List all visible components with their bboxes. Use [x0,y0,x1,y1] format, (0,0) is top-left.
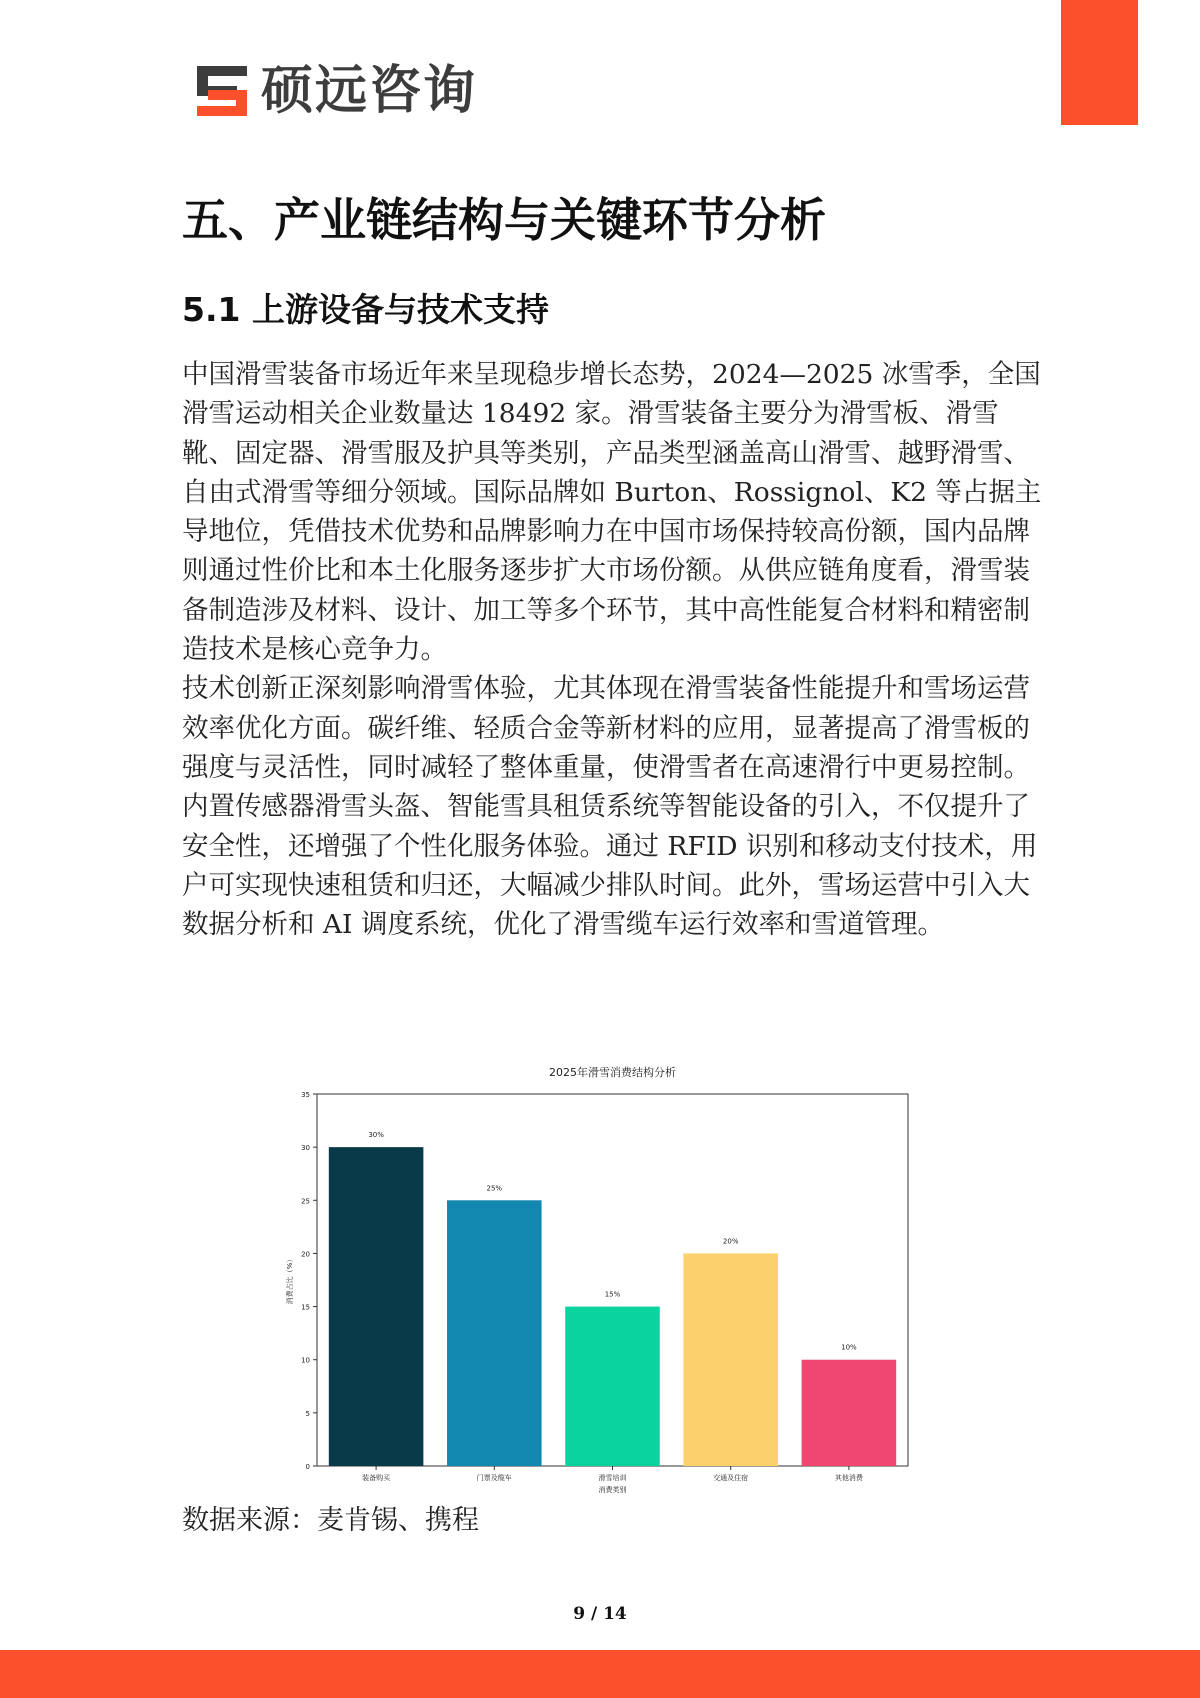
body-text [182,355,1042,944]
source-note: 数据来源：麦肯锡、携程 [182,1505,479,1536]
y-tick-label: 35 [301,1091,310,1099]
y-axis-label: 消费占比（%） [286,1255,294,1305]
y-tick-label: 10 [301,1356,310,1365]
bar-value-label: 10% [841,1343,857,1352]
x-tick-label: 门票及缆车 [476,1474,512,1482]
bar [329,1147,424,1466]
brand-name: 硕远咨询 [261,61,478,121]
y-tick-label: 5 [305,1409,310,1418]
y-tick-label: 0 [305,1463,310,1471]
paragraph: 中国滑雪装备市场近年来呈现稳步增长态势，2024—2025 冰雪季，全国滑雪运动相关企业数量达 18492 家。滑雪装备主要分为滑雪板、滑雪靴、固定器、滑雪服及护具等类别，产品类型涵盖高山滑雪、越野滑雪、自由式滑雪等细分领域。国际品牌如 Burton、Rossignol、K2 等占据主导地位，凭借技术优势和品牌影响力在中国市场保持较高份额，国内品牌则通过性价比和本土化服务逐步扩大市场份额。从供应链角度看，滑雪装备制造涉及材料、设计、加工等多个环节，其中高性能复合材料和精密制造技术是核心竞争力。 [182,359,1042,666]
y-tick-label: 25 [301,1197,310,1206]
section-title: 五、产业链结构与关键环节分析 [182,193,826,247]
y-tick-label: 20 [301,1250,310,1259]
bar [565,1307,660,1466]
corner-accent-tab [1061,0,1138,125]
chart-title: 2025年滑雪消费结构分析 [549,1066,676,1079]
subsection-title: 5.1 上游设备与技术支持 [182,290,549,329]
y-tick-label: 30 [301,1144,310,1153]
brand-logo [193,62,477,120]
bar-value-label: 25% [486,1184,503,1193]
bar [683,1253,778,1466]
bar-value-label: 30% [368,1131,384,1140]
bar-value-label: 20% [722,1237,739,1246]
paragraph: 技术创新正深刻影响滑雪体验，尤其体现在滑雪装备性能提升和雪场运营效率优化方面。碳纤维、轻质合金等新材料的应用，显著提高了滑雪板的强度与灵活性，同时减轻了整体重量，使滑雪者在高速滑行中更易控制。内置传感器滑雪头盔、智能雪具租赁系统等智能设备的引入，不仅提升了安全性，还增强了个性化服务体验。通过 RFID 识别和移动支付技术，用户可实现快速租赁和归还，大幅减少排队时间。此外，雪场运营中引入大数据分析和 AI 调度系统，优化了滑雪缆车运行效率和雪道管理。 [182,673,1038,941]
bar [447,1200,542,1466]
logo-mark-icon [193,62,251,120]
y-tick-label: 15 [301,1303,310,1312]
bottom-accent-bar [0,1650,1200,1698]
x-tick-label: 装备购买 [362,1474,391,1482]
x-tick-label: 滑雪培训 [598,1474,627,1482]
x-tick-label: 交通及住宿 [713,1474,749,1482]
x-axis-label: 消费类别 [598,1486,627,1494]
consumption-bar-chart [284,1060,924,1500]
bar [802,1360,897,1466]
page-number: 9 / 14 [573,1604,627,1624]
bar-value-label: 15% [604,1290,621,1299]
x-tick-label: 其他消费 [834,1474,863,1482]
